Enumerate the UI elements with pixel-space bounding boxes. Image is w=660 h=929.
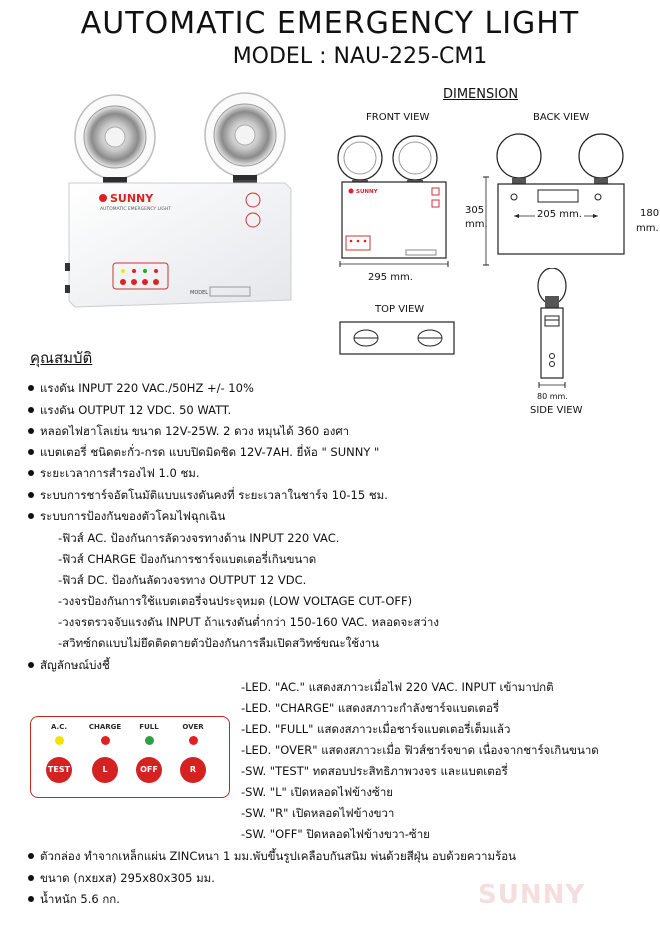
side-depth-label: 80 mm. (537, 392, 568, 401)
front-view-drawing (330, 128, 470, 288)
product-model-label: MODEL (190, 290, 209, 296)
off-switch: OFF (136, 757, 162, 783)
back-height-value: 180 (640, 208, 660, 219)
protection-item: -สวิทซ์กดแบบไม่ยึดติดตายตัวป้องกันการลืมเปิดสวิทซ์ขณะใช้งาน (58, 636, 380, 650)
protection-item: -ฟิวส์ DC. ป้องกันลัดวงจรทาง OUTPUT 12 VDC. (58, 573, 307, 587)
indicator-item: -LED. "AC." แสดงสภาวะเมื่อไฟ 220 VAC. INPUT เข้ามาปกติ (241, 680, 554, 694)
control-panel (30, 716, 230, 798)
product-photo (55, 85, 295, 315)
svg-text:SUNNY: SUNNY (356, 189, 378, 195)
indicator-item: -SW. "L" เปิดหลอดไฟข้างซ้าย (241, 785, 394, 799)
bullet-icon (28, 407, 34, 413)
back-height-unit: mm. (636, 223, 659, 234)
test-switch: TEST (46, 757, 72, 783)
product-brand-sub: AUTOMATIC EMERGENCY LIGHT (100, 207, 172, 212)
page-title: AUTOMATIC EMERGENCY LIGHT (80, 6, 580, 41)
dimension-heading: DIMENSION (443, 87, 519, 102)
indicator-heading: สัญลักษณ์บ่งชี้ (28, 657, 110, 675)
led-label-ac: A.C. (50, 723, 67, 731)
bullet-icon (28, 428, 34, 434)
spec-item: หลอดไฟฮาโลเย่น ขนาด 12V-25W. 2 ดวง หมุนได้ 360 องศา (28, 423, 349, 441)
properties-heading: คุณสมบัติ (30, 349, 93, 367)
side-view-drawing (525, 268, 585, 393)
led-label-full: FULL (139, 723, 159, 731)
indicator-item: -LED. "FULL" แสดงสภาวะเมื่อชาร์จแบตเตอรี่เต็มแล้ว (241, 722, 511, 736)
bullet-icon (28, 513, 34, 519)
front-height-value: 305 (465, 205, 485, 216)
right-lamp (205, 93, 285, 197)
bullet-icon (28, 470, 34, 476)
back-view-drawing (494, 128, 634, 268)
protection-item: -ฟิวส์ CHARGE ป้องกันการชาร์จแบตเตอรี่เกินขนาด (58, 552, 317, 566)
indicator-item: -LED. "CHARGE" แสดงสภาวะกำลังชาร์จแบตเตอรี่ (241, 701, 500, 715)
top-view-label: TOP VIEW (375, 304, 425, 315)
back-inner-width-label: 205 mm. (537, 209, 582, 220)
spec-item: แรงดัน INPUT 220 VAC./50HZ +/- 10% (28, 380, 254, 398)
product-brand: SUNNY (110, 192, 154, 205)
led-charge-indicator (101, 736, 110, 745)
bullet-icon (28, 853, 34, 859)
front-width-label: 295 mm. (368, 272, 413, 283)
bullet-icon (28, 875, 34, 881)
indicator-item: -SW. "R" เปิดหลอดไฟข้างขวา (241, 806, 395, 820)
top-view-drawing (338, 320, 458, 356)
indicator-item: -LED. "OVER" แสดงสภาวะเมื่อ ฟิวส์ชาร์จขาด เนื่องจากชาร์จเกินขนาด (241, 743, 599, 757)
bullet-icon (28, 896, 34, 902)
indicator-item: -SW. "OFF" ปิดหลอดไฟข้างขวา-ซ้าย (241, 827, 430, 841)
protection-item: -ฟิวส์ AC. ป้องกันการลัดวงจรทางด้าน INPUT 220 VAC. (58, 531, 340, 545)
footer-spec-item: น้ำหนัก 5.6 กก. (28, 891, 120, 909)
spec-item: ระบบการชาร์จอัตโนมัติแบบแรงดันคงที่ ระยะเวลาในชาร์จ 10-15 ชม. (28, 487, 388, 505)
bullet-icon (28, 385, 34, 391)
protection-item: -วงจรป้องกันการใช้แบตเตอรี่จนประจุหมด (LOW VOLTAGE CUT-OFF) (58, 594, 413, 608)
spec-item: ระยะเวลาการสำรองไฟ 1.0 ชม. (28, 465, 200, 483)
led-full-indicator (145, 736, 154, 745)
led-label-charge: CHARGE (88, 723, 122, 731)
spec-item: แรงดัน OUTPUT 12 VDC. 50 WATT. (28, 402, 231, 420)
spec-item: แบตเตอรี่ ชนิดตะกั่ว-กรด แบบปิดมิดชิด 12V-7AH. ยี่ห้อ " SUNNY " (28, 444, 379, 462)
led-over-indicator (189, 736, 198, 745)
bullet-icon (28, 449, 34, 455)
led-label-over: OVER (182, 723, 204, 731)
brand-watermark: SUNNY (478, 880, 586, 910)
footer-spec-item: ขนาด (กxยxส) 295x80x305 มม. (28, 870, 215, 888)
model-number: MODEL : NAU-225-CM1 (232, 44, 488, 69)
front-height-arrow (482, 175, 490, 267)
right-lamp-switch: R (180, 757, 206, 783)
footer-spec-item: ตัวกล่อง ทำจากเหล็กแผ่น ZINCหนา 1 มม.พับขึ้นรูปเคลือบกันสนิม พ่นด้วยสีฝุ่น อบด้วยความร้อน (28, 848, 516, 866)
left-lamp-switch: L (92, 757, 118, 783)
front-view-label: FRONT VIEW (366, 112, 430, 123)
indicator-item: -SW. "TEST" ทดสอบประสิทธิภาพวงจร และแบตเตอรี่ (241, 764, 508, 778)
back-view-label: BACK VIEW (533, 112, 590, 123)
bullet-icon (28, 662, 34, 668)
led-ac-indicator (55, 736, 64, 745)
spec-item: ระบบการป้องกันของตัวโคมไฟฉุกเฉิน (28, 508, 225, 526)
bullet-icon (28, 492, 34, 498)
protection-item: -วงจรตรวจจับแรงดัน INPUT ถ้าแรงดันต่ำกว่า 150-160 VAC. หลอดจะสว่าง (58, 615, 439, 629)
front-height-unit: mm. (465, 219, 488, 230)
side-view-label: SIDE VIEW (530, 405, 583, 416)
